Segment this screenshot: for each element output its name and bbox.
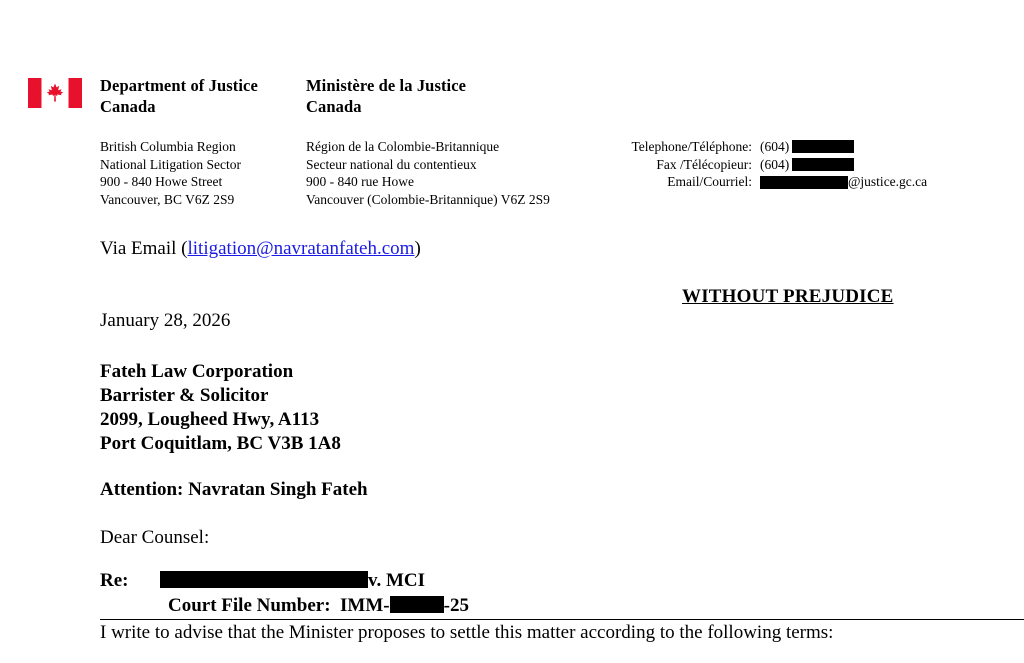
address-en-line-1: British Columbia Region: [100, 139, 236, 154]
court-file-line: [100, 595, 469, 620]
email-label: Email/Courriel:: [667, 174, 752, 190]
canada-flag-icon: [28, 78, 82, 108]
address-fr-line-3: 900 - 840 rue Howe: [306, 174, 414, 190]
recipient-line-1: Fateh Law Corporation: [100, 361, 294, 382]
via-email-line: [100, 238, 421, 260]
court-file-redaction: [390, 596, 444, 613]
fax-label: Fax /Télécopieur:: [656, 156, 752, 172]
address-en-line-4: Vancouver, BC V6Z 2S9: [100, 191, 235, 207]
telephone-value: (604): [760, 139, 790, 154]
email-value: @justice.gc.ca: [848, 174, 928, 190]
re-line: [100, 570, 469, 595]
department-line-2: Canada: [100, 97, 156, 117]
court-file-label: Court File Number:: [168, 595, 331, 616]
without-prejudice-heading: WITHOUT PREJUDICE: [682, 286, 894, 307]
address-fr-line-2: Secteur national du contentieux: [306, 156, 477, 172]
address-en-line-3: 900 - 840 Howe Street: [100, 174, 223, 190]
office-address-fr: [306, 138, 550, 208]
letter-date: January 28, 2026: [100, 310, 231, 331]
address-fr-line-4: Vancouver (Colombie-Britannique) V6Z 2S9: [306, 191, 550, 207]
department-fr-line-1: Ministère de la Justice: [306, 76, 467, 95]
email-redaction: [760, 176, 848, 189]
party-name-redaction: [160, 571, 368, 588]
telephone-row: [600, 138, 1000, 156]
address-fr-line-1: Région de la Colombie-Britannique: [306, 139, 500, 154]
office-address-en: [100, 138, 241, 208]
re-block: [100, 570, 469, 620]
contact-block: [600, 138, 1000, 191]
court-file-prefix: IMM-: [340, 595, 390, 616]
via-email-suffix: ): [414, 238, 421, 259]
salutation: Dear Counsel:: [100, 527, 210, 548]
department-line-1: Department of Justice: [100, 76, 258, 95]
attention-line: Attention: Navratan Singh Fateh: [100, 479, 368, 500]
fax-redaction: [792, 158, 854, 171]
re-label: Re:: [100, 570, 129, 591]
address-en-line-2: National Litigation Sector: [100, 156, 241, 172]
department-fr-line-2: Canada: [306, 97, 362, 117]
telephone-redaction: [792, 140, 854, 153]
email-row: [600, 173, 1000, 191]
first-paragraph: I write to advise that the Minister proposes to settle this matter according to the following terms:: [100, 622, 834, 643]
recipient-line-4: Port Coquitlam, BC V3B 1A8: [100, 433, 341, 455]
department-name-fr: [306, 75, 466, 117]
litigation-email-link[interactable]: litigation@navratanfateh.com: [187, 238, 415, 259]
telephone-label: Telephone/Téléphone:: [631, 139, 752, 154]
recipient-line-3: 2099, Lougheed Hwy, A113: [100, 409, 320, 431]
recipient-line-2: Barrister & Solicitor: [100, 385, 269, 407]
court-file-suffix: -25: [443, 595, 469, 616]
horizontal-divider: [100, 619, 1024, 620]
recipient-address: [100, 360, 341, 457]
fax-value: (604): [760, 156, 790, 172]
fax-row: [600, 156, 1000, 174]
department-name-en: [100, 75, 258, 117]
respondent-name: v. MCI: [368, 570, 425, 591]
via-email-prefix: Via Email (: [100, 238, 188, 259]
